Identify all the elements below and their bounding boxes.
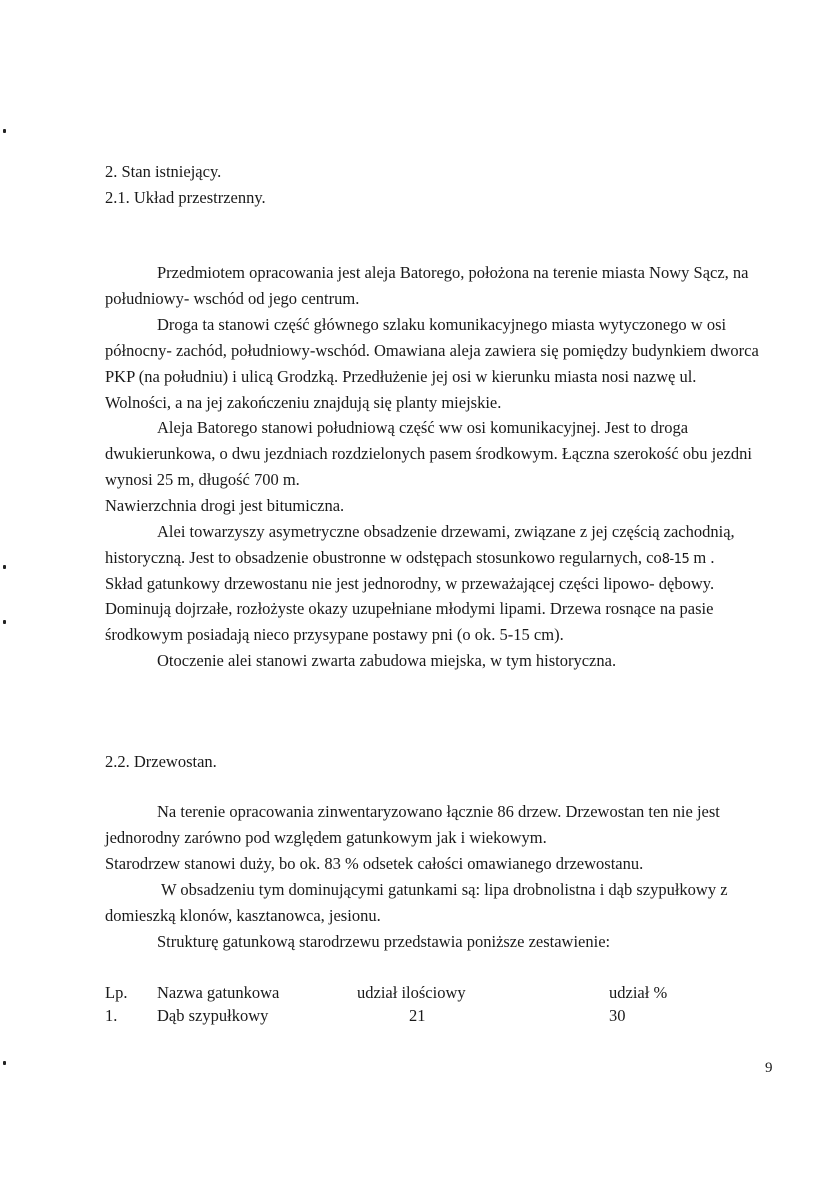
table-cell-lp: 1. — [105, 1006, 118, 1025]
text-line: wynosi 25 m, długość 700 m. — [105, 470, 300, 489]
text-segment: historyczną. Jest to obsadzenie obustronne w odstępach stosunkowo regularnych, co — [105, 548, 662, 567]
text-line — [105, 548, 714, 570]
text-line: PKP (na południu) i ulicą Grodzką. Przedłużenie jej osi w kierunku miasta nosi nazwę ul. — [105, 367, 697, 386]
scan-mark — [3, 565, 6, 569]
text-line: Aleja Batorego stanowi południową część ww osi komunikacyjnej. Jest to droga — [157, 418, 689, 437]
table-cell-count: 21 — [409, 1006, 426, 1025]
text-line: W obsadzeniu tym dominującymi gatunkami są: lipa drobnolistna i dąb szypułkowy z — [161, 880, 728, 899]
text-line: środkowym posiadają nieco przysypane postawy pni (o ok. 5-15 cm). — [105, 625, 564, 644]
text-line: północny- zachód, południowy-wschód. Omawiana aleja zawiera się pomiędzy budynkiem dworca — [105, 341, 759, 360]
text-line: Dominują dojrzałe, rozłożyste okazy uzupełniane młodymi lipami. Drzewa rosnące na pasie — [105, 599, 714, 618]
text-line: Alei towarzyszy asymetryczne obsadzenie drzewami, związane z jej częścią zachodnią, — [157, 522, 735, 541]
text-line: Otoczenie alei stanowi zwarta zabudowa miejska, w tym historyczna. — [157, 651, 617, 670]
text-segment: m . — [689, 548, 715, 567]
scan-mark — [3, 620, 6, 624]
table-header-name: Nazwa gatunkowa — [157, 983, 280, 1002]
text-line: południowy- wschód od jego centrum. — [105, 289, 360, 308]
text-line: Przedmiotem opracowania jest aleja Batorego, położona na terenie miasta Nowy Sącz, na — [157, 263, 749, 282]
handwritten-note: 8-15 — [661, 552, 690, 567]
table-header-count: udział ilościowy — [357, 983, 466, 1002]
text-line: jednorodny zarówno pod względem gatunkowym jak i wiekowym. — [105, 828, 547, 847]
subsection-heading: 2.2. Drzewostan. — [105, 752, 217, 771]
scan-mark — [3, 1061, 6, 1065]
text-line: dwukierunkowa, o dwu jezdniach rozdzielonych pasem środkowym. Łączna szerokość obu jezdni — [105, 444, 752, 463]
section-heading: 2. Stan istniejący. — [105, 162, 222, 181]
text-line: Droga ta stanowi część głównego szlaku komunikacyjnego miasta wytyczonego w osi — [157, 315, 727, 334]
text-line: Strukturę gatunkową starodrzewu przedstawia poniższe zestawienie: — [157, 932, 611, 951]
text-line: domieszką klonów, kasztanowca, jesionu. — [105, 906, 381, 925]
table-header-lp: Lp. — [105, 983, 128, 1002]
text-line: Skład gatunkowy drzewostanu nie jest jednorodny, w przeważającej części lipowo- dębowy. — [105, 574, 715, 593]
page-number: 9 — [765, 1060, 773, 1076]
text-line: Wolności, a na jej zakończeniu znajdują się planty miejskie. — [105, 393, 502, 412]
table-cell-name: Dąb szypułkowy — [157, 1006, 269, 1025]
text-line: Starodrzew stanowi duży, bo ok. 83 % odsetek całości omawianego drzewostanu. — [105, 854, 644, 873]
subsection-heading: 2.1. Układ przestrzenny. — [105, 188, 266, 207]
table-cell-percent: 30 — [609, 1006, 626, 1025]
text-line: Nawierzchnia drogi jest bitumiczna. — [105, 496, 345, 515]
table-header-percent: udział % — [609, 983, 668, 1002]
text-line: Na terenie opracowania zinwentaryzowano łącznie 86 drzew. Drzewostan ten nie jest — [157, 802, 720, 821]
scan-mark — [3, 129, 6, 133]
